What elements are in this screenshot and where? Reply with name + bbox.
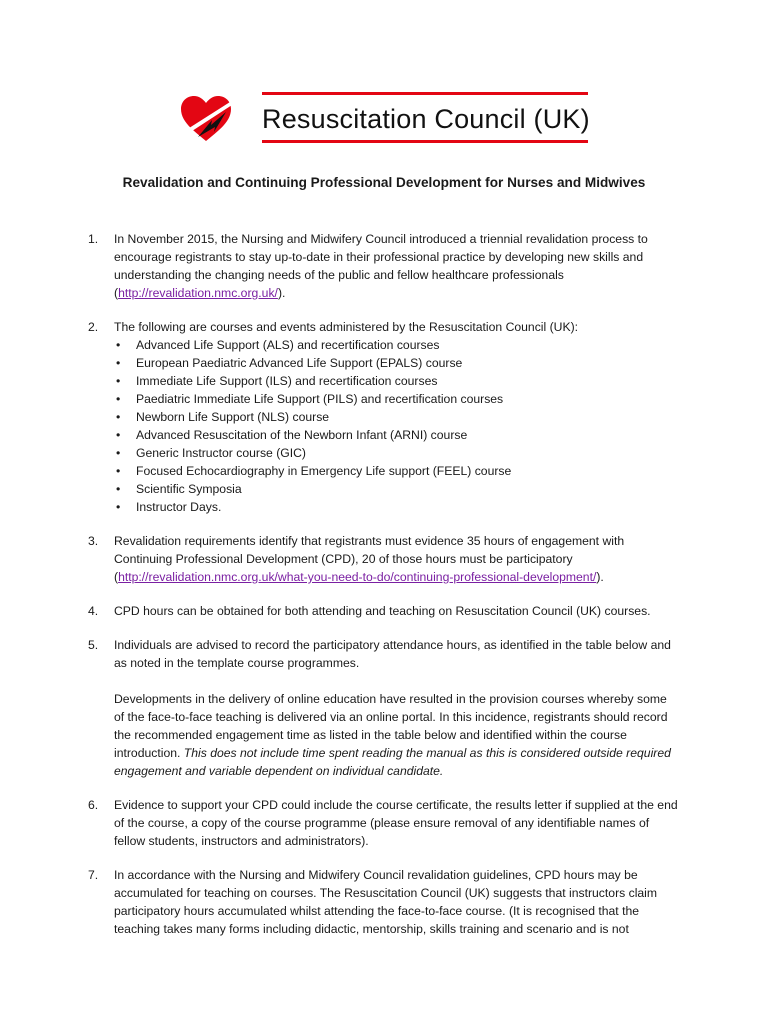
bullet-item: • Focused Echocardiography in Emergency Life support (FEEL) course — [114, 462, 678, 480]
italic-note: This does not include time spent reading the manual as this is considered outside required engagement and variable dependent on individual candidate. — [114, 746, 671, 778]
bullet-item: • Scientific Symposia — [114, 480, 678, 498]
list-item — [88, 230, 678, 302]
bullet-item: • European Paediatric Advanced Life Support (EPALS) course — [114, 354, 678, 372]
organization-name: Resuscitation Council (UK) — [262, 104, 590, 134]
numbered-list — [88, 230, 678, 954]
item-text: Evidence to support your CPD could include the course certificate, the results letter if supplied at the end of the course, a copy of the course programme (please ensure removal of any identifiable names of fellow students, instructors and administrators). — [114, 798, 678, 848]
list-item — [88, 636, 678, 780]
item-number: 3. — [88, 534, 99, 548]
bullet-item: • Advanced Life Support (ALS) and recertification courses — [114, 336, 678, 354]
item-number: 7. — [88, 868, 99, 882]
list-item — [88, 318, 678, 516]
item-text: Individuals are advised to record the participatory attendance hours, as identified in the table below and as noted in the template course programmes. — [114, 638, 671, 670]
brand-rule-top — [262, 92, 588, 95]
list-item — [88, 532, 678, 586]
nmc-revalidation-link[interactable]: http://revalidation.nmc.org.uk/ — [118, 286, 278, 300]
bullet-item: • Paediatric Immediate Life Support (PILS) and recertification courses — [114, 390, 678, 408]
list-item — [88, 602, 678, 620]
letterhead — [178, 90, 598, 148]
item-number: 5. — [88, 638, 99, 652]
item-paragraph: Developments in the delivery of online education have resulted in the provision courses whereby some of the face-to-face teaching is delivered via an online portal. In this incidence, registrants should record the recommended engagement time as listed in the table below and identified within the course introduction. This does not include time spent reading the manual as this is considered outside required engagement and variable dependent on individual candidate. — [114, 692, 671, 778]
item-number: 2. — [88, 320, 99, 334]
item-number: 4. — [88, 604, 99, 618]
item-text: In accordance with the Nursing and Midwifery Council revalidation guidelines, CPD hours may be accumulated for teaching on courses. The Resuscitation Council (UK) suggests that instructors claim participatory hours accumulated whilst attending the face-to-face course. (It is recognised that the teaching takes many forms including didactic, mentorship, skills training and scenario and is not — [114, 868, 658, 936]
item-text: Revalidation requirements identify that registrants must evidence 35 hours of engagement with Continuing Professional Development (CPD), 20 of those hours must be participatory (http://revalidation.nmc.org.uk/what-you-need-to-do/continuing-professional-development/). — [114, 534, 625, 584]
item-text: In November 2015, the Nursing and Midwifery Council introduced a triennial revalidation process to encourage registrants to stay up-to-date in their professional practice by developing new skills and understanding the changing needs of the public and fellow healthcare professionals (http://revalidation.nmc.org.uk/). — [114, 232, 648, 300]
course-bullet-list — [114, 336, 678, 516]
item-number: 1. — [88, 232, 99, 246]
heart-logo-icon — [178, 94, 234, 144]
bullet-item: • Immediate Life Support (ILS) and recertification courses — [114, 372, 678, 390]
bullet-item: • Generic Instructor course (GIC) — [114, 444, 678, 462]
brand-rule-bottom — [262, 140, 588, 143]
nmc-cpd-link[interactable]: http://revalidation.nmc.org.uk/what-you-need-to-do/continuing-professional-development/ — [118, 570, 597, 584]
list-item — [88, 866, 678, 938]
bullet-item: • Newborn Life Support (NLS) course — [114, 408, 678, 426]
document-title: Revalidation and Continuing Professional Development for Nurses and Midwives — [122, 175, 646, 190]
list-item — [88, 796, 678, 850]
item-number: 6. — [88, 798, 99, 812]
bullet-item: • Instructor Days. — [114, 498, 678, 516]
bullet-item: • Advanced Resuscitation of the Newborn Infant (ARNI) course — [114, 426, 678, 444]
item-text: CPD hours can be obtained for both attending and teaching on Resuscitation Council (UK) courses. — [114, 604, 651, 618]
item-text: The following are courses and events administered by the Resuscitation Council (UK): — [114, 320, 579, 334]
